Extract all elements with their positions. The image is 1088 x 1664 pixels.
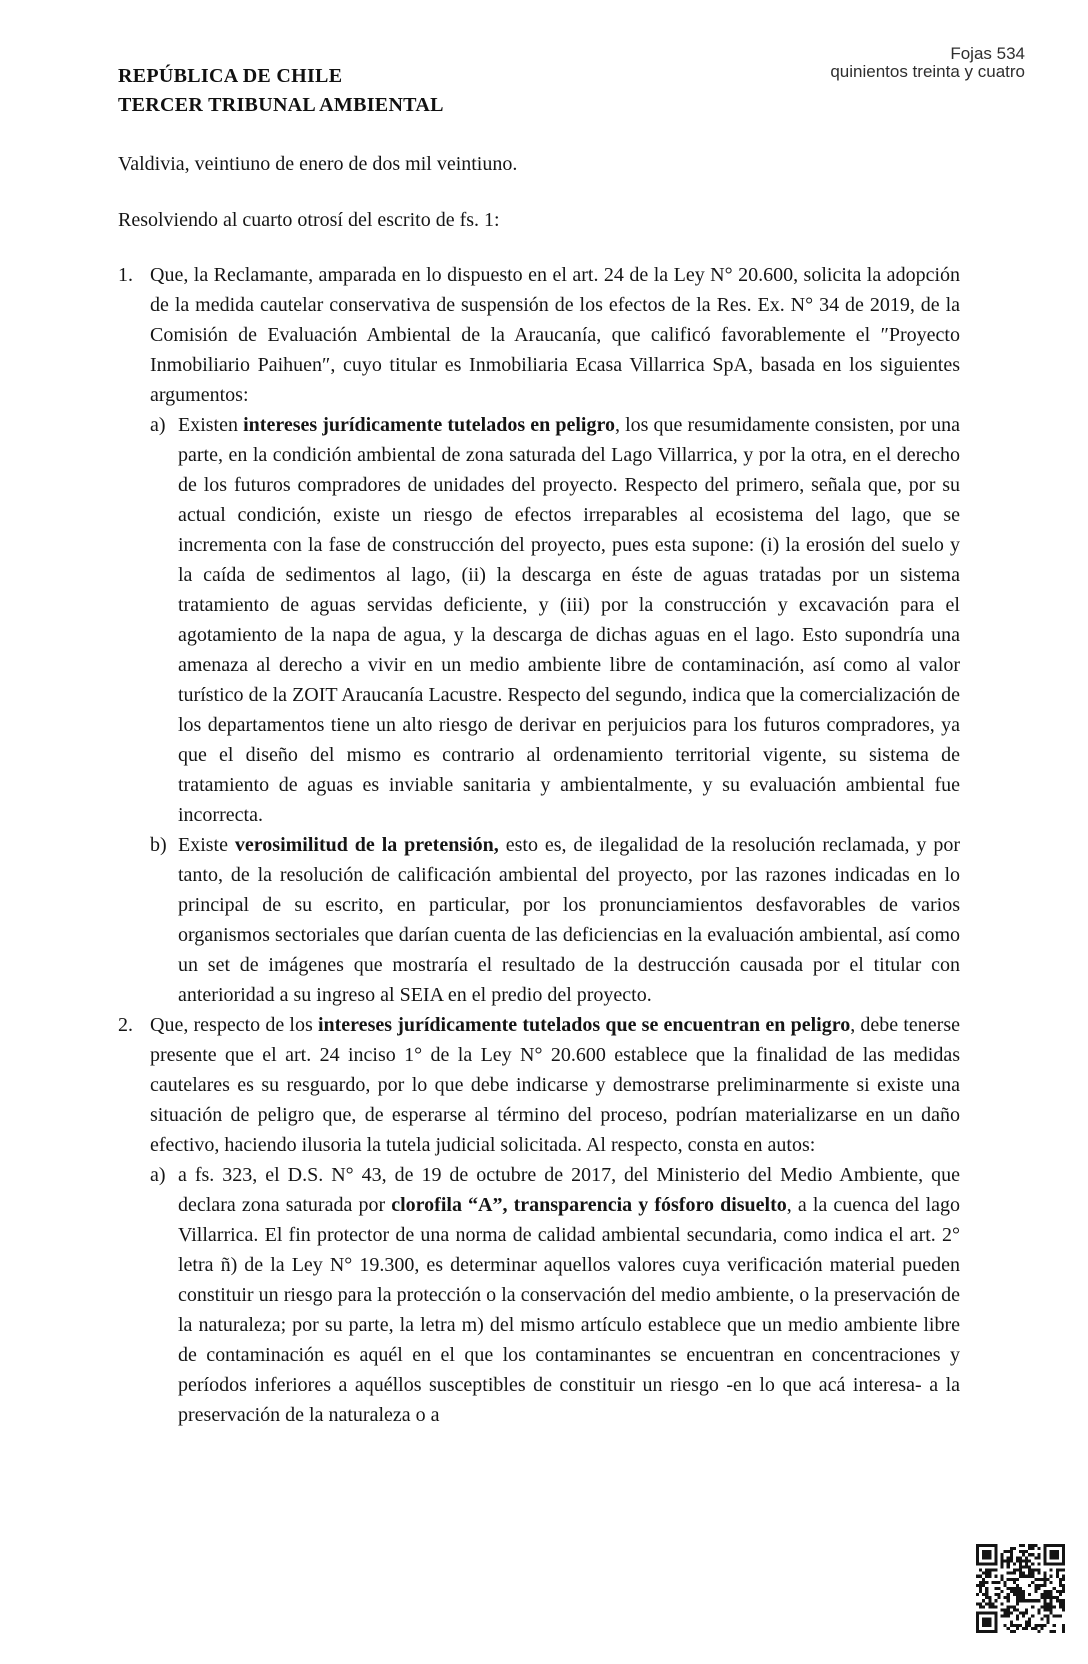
subitem-1a-marker: a) xyxy=(150,414,166,436)
court-name-line1: REPÚBLICA DE CHILE xyxy=(118,65,343,87)
folio-number: Fojas 534 xyxy=(950,44,1025,63)
date-place-line: Valdivia, veintiuno de enero de dos mil veintiuno. xyxy=(118,153,518,175)
resolving-line: Resolviendo al cuarto otrosí del escrito de fs. 1: xyxy=(118,209,500,231)
subitem-1b-marker: b) xyxy=(150,834,167,856)
qr-code xyxy=(976,1544,1065,1633)
subitem-1b xyxy=(150,830,960,1010)
document-body xyxy=(118,149,960,1430)
item-1-marker: 1. xyxy=(118,264,133,286)
numbered-item-2 xyxy=(118,1010,960,1430)
subitem-1a-paragraph: Existen intereses jurídicamente tutelados en peligro, los que resumidamente consisten, por una parte, en la condición ambiental de zona saturada del Lago Villarrica, y por la otra, en el derecho de los futuros compradores de unidades del proyecto. Respecto del primero, señala que, por su actual condición, existe un riesgo de efectos irreparables al ecosistema del lago, que se incrementa con la fase de construcción del proyecto, pues esta supone: (i) la erosión del suelo y la caída de sedimentos al lago, (ii) la descarga en éste de aguas tratadas por un sistema tratamiento de aguas servidas deficiente, y (iii) por la construcción y excavación para el agotamiento de la napa de agua, y la descarga de dichas aguas en el lago. Esto supondría una amenaza al derecho a vivir en un medio ambiente libre de contaminación, así como al valor turístico de la ZOIT Araucanía Lacustre. Respecto del segundo, indica que la comercialización de los departamentos tiene un alto riesgo de derivar en perjuicios para los futuros compradores, ya que el diseño del mismo es contrario al ordenamiento territorial vigente, su sistema de tratamiento de aguas es inviable sanitaria y ambientalmente, y su evaluación ambiental fue incorrecta. xyxy=(178,414,960,826)
subitem-1a xyxy=(150,410,960,830)
item-2-paragraph: Que, respecto de los intereses jurídicamente tutelados que se encuentran en peligro, debe tenerse presente que el art. 24 inciso 1° de la Ley N° 20.600 establece que la finalidad de las medidas cautelares es su resguardo, por lo que debe indicarse y demostrarse preliminarmente si existe una situación de peligro que, de esperarse al término del proceso, podrían materializarse en un daño efectivo, haciendo ilusoria la tutela judicial solicitada. Al respecto, consta en autos: xyxy=(150,1014,960,1156)
court-name-line2: TERCER TRIBUNAL AMBIENTAL xyxy=(118,94,444,116)
court-header xyxy=(118,62,444,120)
item-2-marker: 2. xyxy=(118,1014,133,1036)
item-2-content xyxy=(150,1010,960,1430)
item-1-paragraph: Que, la Reclamante, amparada en lo dispuesto en el art. 24 de la Ley N° 20.600, solicita la adopción de la medida cautelar conservativa de suspensión de los efectos de la Res. Ex. N° 34 de 2019, de la Comisión de Evaluación Ambiental de la Araucanía, que calificó favorablemente el ″Proyecto Inmobiliario Paihuen″, cuyo titular es Inmobiliaria Ecasa Villarrica SpA, basada en los siguientes argumentos: xyxy=(150,264,960,406)
subitem-1b-paragraph: Existe verosimilitud de la pretensión, esto es, de ilegalidad de la resolución reclamada, y por tanto, de la resolución de calificación ambiental del proyecto, por las razones indicadas en lo principal de su escrito, en particular, por los pronunciamientos desfavorables de varios organismos sectoriales que darían cuenta de las deficiencias en la evaluación ambiental, así como un set de imágenes que mostraría el resultado de la destrucción causada por el titular con anterioridad a su ingreso al SEIA en el predio del proyecto. xyxy=(178,834,960,1006)
subitem-2a-paragraph: a fs. 323, el D.S. N° 43, de 19 de octubre de 2017, del Ministerio del Medio Ambiente, que declara zona saturada por clorofila “A”, transparencia y fósforo disuelto, a la cuenca del lago Villarrica. El fin protector de una norma de calidad ambiental secundaria, como indica el art. 2° letra ñ) de la Ley N° 19.300, es determinar aquellos valores cuya verificación material pueden constituir un riesgo para la protección o la conservación del medio ambiente, o la preservación de la naturaleza; por su parte, la letra m) del mismo artículo establece que un medio ambiente libre de contaminación es aquél en el que los contaminantes se encuentran en concentraciones y períodos inferiores a aquéllos susceptibles de constituir un riesgo -en lo que acá interesa- a la preservación de la naturaleza o a xyxy=(178,1164,961,1426)
numbered-item-1 xyxy=(118,260,960,1010)
folio-number-words: quinientos treinta y cuatro xyxy=(830,61,1025,81)
folio-stamp xyxy=(830,45,1025,80)
subitem-2a xyxy=(150,1160,960,1430)
item-1-content xyxy=(150,260,960,1010)
subitem-2a-marker: a) xyxy=(150,1164,166,1186)
